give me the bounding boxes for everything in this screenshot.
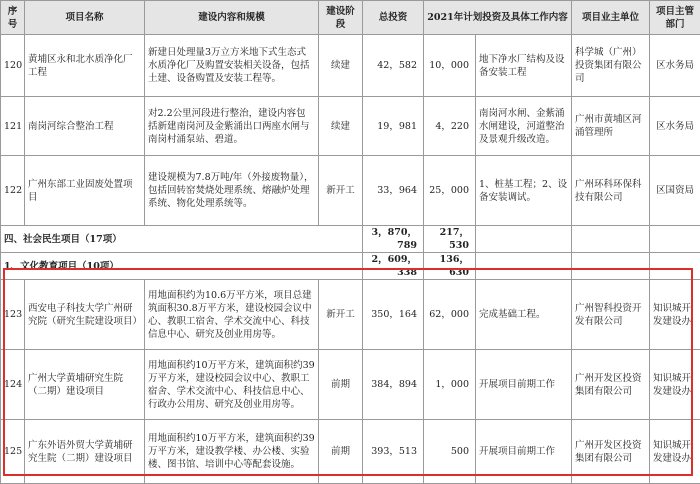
table-header-row [1, 1, 700, 35]
table-row [1, 35, 700, 97]
cell-content: 用地面积约为10.6万平方米，项目总建筑面积30.8万平方米，建设校园会议中心、教职工宿舍、学术交流中心、科技信息中心、研究及创业用房等。 [145, 280, 319, 350]
cell-seq: 122 [1, 156, 25, 226]
cell-name: 广东外语外贸大学黄埔研究生院（二期）建设项目 [25, 420, 145, 484]
cell-content: 新建日处理量3万立方米地下式生态式水质净化厂及购置安装相关设备，包括土建、设备购置及安装工程等。 [145, 35, 319, 97]
cell-invest: 33，964 [363, 156, 424, 226]
cell-owner: 广州开发区投资集团有限公司 [572, 420, 650, 484]
cell-stage: 前期 [319, 420, 363, 484]
header-dept: 项目主管部门 [650, 1, 700, 35]
cell-plan-amount: 1，000 [424, 350, 476, 420]
cell-plan-amount: 25，000 [424, 156, 476, 226]
section-plan: 217，530 [424, 226, 476, 253]
header-stage: 建设阶段 [319, 1, 363, 35]
cell-name: 西安电子科技大学广州研究院（研究生院建设项目） [25, 280, 145, 350]
cell-name: 广州大学黄埔研究生院（二期）建设项目 [25, 350, 145, 420]
section-invest: 2，609，338 [363, 253, 424, 280]
cell-content: 用地面积约10万平方米，建筑面积约39万平方米，建设教学楼、办公楼、实验楼、图书馆、培训中心等配套设施。 [145, 420, 319, 484]
section-row-social [1, 226, 700, 253]
cell-dept: 知识城开发建设办 [650, 350, 700, 420]
section-label: 四、社会民生项目（17项） [1, 226, 363, 253]
cell-name: 广州东部工业固废处置项目 [25, 156, 145, 226]
cell-content: 用地面积约10万平方米，建筑面积约39万平方米，建设校园会议中心、教职工宿舍、学术交流中心、科技信息中心、行政办公用房、研究及创业用房等。 [145, 350, 319, 420]
header-invest: 总投资 [363, 1, 424, 35]
cell-seq: 121 [1, 97, 25, 156]
cell-seq: 120 [1, 35, 25, 97]
section-invest: 3，870，789 [363, 226, 424, 253]
cell-dept: 区水务局 [650, 35, 700, 97]
cell-plan-text: 开展项目前期工作 [476, 350, 572, 420]
cell-seq: 123 [1, 280, 25, 350]
cell-owner: 科学城（广州）投资集团有限公司 [572, 35, 650, 97]
cell-owner: 广州开发区投资集团有限公司 [572, 350, 650, 420]
cell-plan-text: 开展项目前期工作 [476, 420, 572, 484]
cell-invest: 393，513 [363, 420, 424, 484]
header-name: 项目名称 [25, 1, 145, 35]
cell-stage: 新开工 [319, 280, 363, 350]
cell-stage: 前期 [319, 350, 363, 420]
header-plan: 2021年计划投资及具体工作内容 [424, 1, 572, 35]
cell-plan-amount: 10，000 [424, 35, 476, 97]
cell-dept: 区国资局 [650, 156, 700, 226]
cell-owner: 广州环科环保科技有限公司 [572, 156, 650, 226]
section-row-education [1, 253, 700, 280]
cell-plan-amount: 4，220 [424, 97, 476, 156]
cell-plan-text: 地下净水厂结构及设备安装工程 [476, 35, 572, 97]
section-label: 1、文化教育项目（10项） [1, 253, 363, 280]
cell-name: 黄埔区永和北水质净化厂工程 [25, 35, 145, 97]
table-row [1, 156, 700, 226]
cell-plan-text: 南岗河水闸、金紫涌水闸建设，河道整治及景观升级改造。 [476, 97, 572, 156]
cell-plan-text: 完成基础工程。 [476, 280, 572, 350]
cell-owner: 广州市黄埔区河涌管理所 [572, 97, 650, 156]
cell-invest: 350，164 [363, 280, 424, 350]
cell-content: 建设规模为7.8万吨/年（外接废物量），包括回转窑焚烧处理系统、熔融炉处理系统、物化处理系统等。 [145, 156, 319, 226]
table-row [1, 420, 700, 484]
cell-stage: 续建 [319, 97, 363, 156]
cell-plan-amount: 500 [424, 420, 476, 484]
cell-seq: 124 [1, 350, 25, 420]
table-row [1, 350, 700, 420]
cell-content: 对2.2公里河段进行整治，建设内容包括新建南岗河及金紫涌出口两座水闸与南岗村涌泵站、碧道。 [145, 97, 319, 156]
cell-stage: 新开工 [319, 156, 363, 226]
cell-dept: 知识城开发建设办 [650, 280, 700, 350]
cell-plan-text: 1、桩基工程；2、设备安装调试。 [476, 156, 572, 226]
cell-seq: 125 [1, 420, 25, 484]
cell-name: 南岗河综合整治工程 [25, 97, 145, 156]
cell-invest: 19，981 [363, 97, 424, 156]
cell-dept: 区水务局 [650, 97, 700, 156]
cell-dept: 知识城开发建设办 [650, 420, 700, 484]
section-plan: 136，630 [424, 253, 476, 280]
cell-stage: 续建 [319, 35, 363, 97]
table-row [1, 280, 700, 350]
cell-owner: 广州智科投资开发有限公司 [572, 280, 650, 350]
cell-invest: 384，894 [363, 350, 424, 420]
cell-plan-amount: 62，000 [424, 280, 476, 350]
cell-invest: 42，582 [363, 35, 424, 97]
header-seq: 序号 [1, 1, 25, 35]
header-owner: 项目业主单位 [572, 1, 650, 35]
header-content: 建设内容和规模 [145, 1, 319, 35]
table-row [1, 97, 700, 156]
